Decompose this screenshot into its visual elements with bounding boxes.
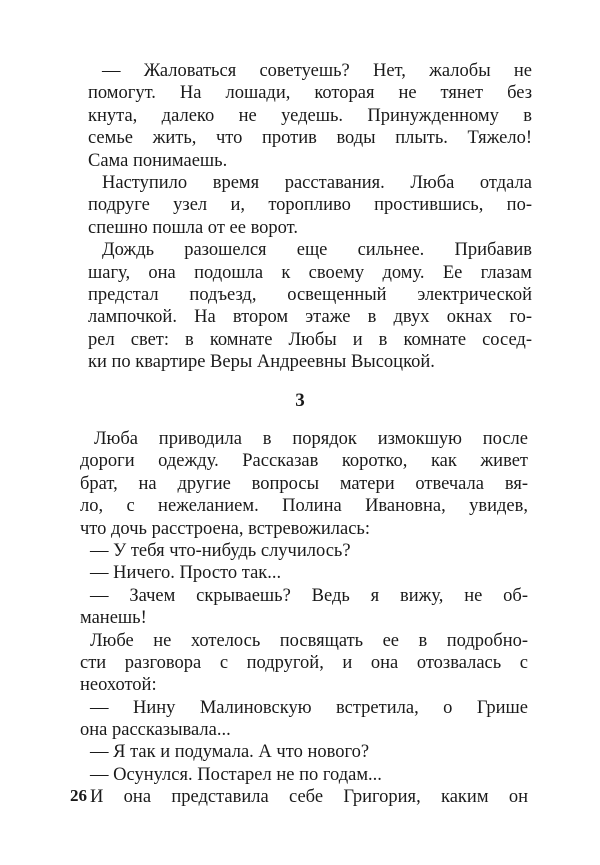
- text-line: Сама понимаешь.: [88, 150, 228, 171]
- text-line: предстал подъезд, освещенный электрической: [88, 284, 532, 305]
- text-line: — Нину Малиновскую встретила, о Грише: [90, 697, 528, 718]
- text-line: Любе не хотелось посвящать ее в подробно-: [90, 630, 528, 651]
- text-line: И она представила себе Григория, каким он: [90, 787, 528, 808]
- text-line: — Жаловаться советуешь? Нет, жалобы не: [102, 61, 532, 81]
- text-line: спешно пошла от ее ворот.: [88, 217, 299, 238]
- text-line: помогут. На лошади, которая не тянет без: [88, 83, 532, 104]
- text-line: Люба приводила в порядок измокшую после: [94, 429, 528, 449]
- page-number: 26: [70, 786, 87, 805]
- text-line: — У тебя что-нибудь случилось?: [90, 540, 351, 561]
- text-line: ки по квартире Веры Андреевны Высоцкой.: [88, 352, 435, 373]
- text-line: — Я так и подумала. А что нового?: [90, 742, 370, 763]
- text-line: подруге узел и, торопливо простившись, по-: [88, 195, 532, 216]
- text-line: кнута, далеко не уедешь. Принужденному в: [88, 105, 532, 126]
- text-line: сти разговора с подругой, и она отозвалась с: [80, 652, 528, 673]
- text-line: — Ничего. Просто так...: [90, 563, 282, 584]
- text-line: — Зачем скрываешь? Ведь я вижу, не об-: [90, 585, 528, 606]
- text-line: Наступило время расставания. Люба отдала: [102, 172, 532, 193]
- text-line: она рассказывала...: [80, 720, 231, 741]
- text-line: дороги одежду. Рассказав коротко, как живет: [80, 451, 528, 472]
- text-line: — Осунулся. Постарел не по годам...: [90, 764, 382, 785]
- text-block-top: [88, 60, 532, 373]
- text-line: семье жить, что против воды плыть. Тяжело!: [88, 128, 532, 149]
- text-line: брат, на другие вопросы матери отвечала вя-: [80, 473, 528, 494]
- text-line: ло, с нежеланием. Полина Ивановна, увидев,: [80, 496, 528, 517]
- text-line: Дождь разошелся еще сильнее. Прибавив: [102, 240, 532, 261]
- text-line: что дочь расстроена, встревожилась:: [80, 518, 370, 539]
- text-line: лампочкой. На втором этаже в двух окнах го-: [88, 307, 532, 328]
- text-block-bottom: [80, 428, 528, 809]
- text-line: манешь!: [80, 608, 147, 629]
- text-line: неохотой:: [80, 675, 157, 696]
- text-line: рел свет: в комнате Любы и в комнате сосед-: [88, 329, 532, 350]
- text-line: шагу, она подошла к своему дому. Ее глазам: [88, 262, 532, 283]
- chapter-heading: 3: [295, 390, 305, 411]
